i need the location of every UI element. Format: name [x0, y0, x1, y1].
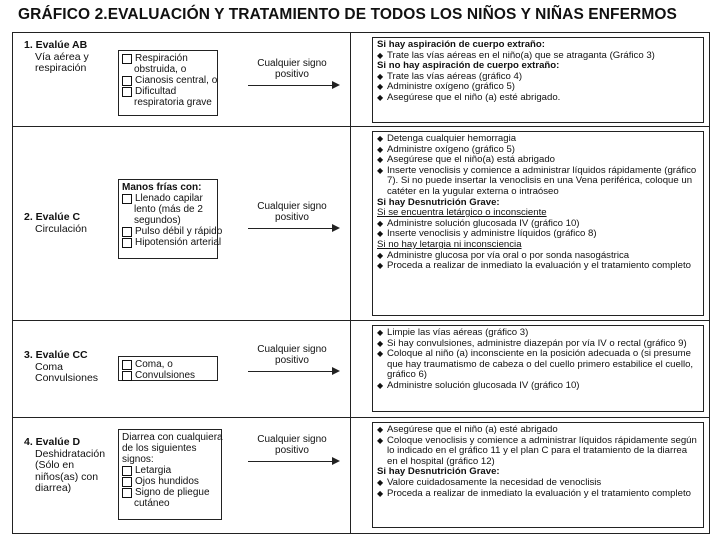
- arrow-label: Cualquier signo positivo: [257, 58, 327, 80]
- action-header: Si no hay aspiración de cuerpo extraño:: [377, 60, 560, 72]
- step-subtitle: Deshidratación: [35, 447, 106, 460]
- step-title: 4. Evalúe D: [24, 436, 81, 448]
- sign-label: Coma, o: [135, 359, 173, 370]
- arrow-label: Cualquier signo positivo: [257, 344, 327, 366]
- diamond-bullet-icon: ◆: [377, 328, 384, 337]
- checkbox[interactable]: [122, 488, 132, 498]
- checkbox[interactable]: [122, 360, 132, 370]
- sign-text: [122, 432, 223, 443]
- arrow-label: Cualquier signo positivo: [257, 434, 327, 456]
- action-item: [377, 381, 699, 392]
- step-subtitle: Convulsiones: [35, 372, 99, 384]
- step-label: [24, 40, 89, 75]
- action-text: Si hay convulsiones, administre diazepán por vía IV o rectal (gráfico 9): [387, 337, 687, 349]
- action-item: [377, 425, 699, 436]
- signs-title: Manos frías con:: [122, 182, 202, 193]
- arrow-right-icon: [332, 224, 340, 232]
- step-subtitle: niños(as) con: [35, 470, 99, 483]
- signs-box: [118, 429, 222, 520]
- diamond-bullet-icon: ◆: [377, 338, 384, 348]
- action-item: [377, 166, 699, 198]
- arrow-line: [248, 371, 334, 372]
- signs-box: [118, 50, 218, 116]
- diamond-bullet-icon: ◆: [377, 229, 384, 239]
- step-subtitle: respiración: [35, 62, 87, 74]
- diamond-bullet-icon: ◆: [377, 349, 384, 359]
- sign-text: [122, 454, 218, 465]
- arrow-line: [248, 85, 334, 86]
- sign-checkbox-item[interactable]: [122, 237, 222, 248]
- action-header: Si hay aspiración de cuerpo extraño:: [377, 39, 545, 50]
- step-title: 2. Evalúe C: [24, 211, 81, 223]
- sign-label: Dificultad: [135, 86, 177, 97]
- action-text: Limpie las vías aéreas (gráfico 3): [387, 327, 529, 338]
- sign-label: Ojos hundidos: [135, 476, 199, 487]
- checkbox[interactable]: [122, 371, 132, 381]
- action-item: [377, 93, 699, 104]
- sign-checkbox-item[interactable]: [122, 86, 214, 97]
- step-label: [24, 437, 105, 495]
- action-item: [377, 328, 699, 339]
- action-text: Asegúrese que el niño(a) está abrigado: [387, 154, 556, 166]
- step-subtitle: Vía aérea y: [35, 50, 89, 63]
- sign-label: cutáneo: [134, 498, 170, 509]
- action-header: Si hay Desnutrición Grave:: [377, 196, 500, 208]
- row-divider: [12, 417, 710, 418]
- arrow-right-icon: [332, 81, 340, 89]
- sign-label: Cianosis central, o: [135, 75, 218, 86]
- sign-label: Hipotensión arterial: [135, 237, 222, 248]
- step-subtitle: (Sólo en: [35, 459, 75, 471]
- diamond-bullet-icon: ◆: [377, 380, 384, 390]
- column-divider: [350, 32, 351, 534]
- sign-text: [122, 204, 214, 215]
- actions-box: [372, 37, 704, 123]
- arrow-line: [248, 461, 334, 462]
- checkbox[interactable]: [122, 466, 132, 476]
- sign-label: segundos): [134, 215, 181, 226]
- diamond-bullet-icon: ◆: [377, 218, 384, 228]
- action-text: Trate las vías aéreas (gráfico 4): [387, 70, 523, 82]
- sign-checkbox-item[interactable]: [122, 226, 223, 237]
- action-text: Administre oxígeno (gráfico 5): [387, 143, 515, 155]
- diamond-bullet-icon: ◆: [377, 477, 384, 487]
- diamond-bullet-icon: ◆: [377, 425, 384, 434]
- signs-box: [118, 356, 218, 381]
- step-title: 1. Evalúe AB: [24, 39, 88, 51]
- diamond-bullet-icon: ◆: [377, 435, 384, 445]
- step-label: [24, 212, 87, 235]
- checkbox[interactable]: [122, 227, 132, 237]
- sign-label: signos:: [122, 454, 154, 465]
- sign-text: [122, 215, 214, 226]
- sign-checkbox-item[interactable]: [122, 75, 218, 86]
- diamond-bullet-icon: ◆: [377, 92, 384, 102]
- action-text: Coloque venoclisis y comience a administrar líquidos rápidamente según lo indicado en el gráfico 11 y el plan C para el tratamiento de la diarrea en el hospital (gráfico 12): [387, 434, 697, 467]
- diamond-bullet-icon: ◆: [377, 250, 384, 260]
- step-subtitle: diarrea): [35, 482, 72, 494]
- action-item: [377, 436, 699, 468]
- checkbox[interactable]: [122, 238, 132, 248]
- sign-text: [122, 443, 218, 454]
- arrow-label: Cualquier signo positivo: [257, 201, 327, 223]
- sign-checkbox-item[interactable]: [122, 53, 214, 64]
- diamond-bullet-icon: ◆: [377, 261, 384, 271]
- actions-box: [372, 422, 704, 528]
- step-label: [24, 350, 98, 385]
- action-text: Administre solución glucosada IV (gráfico 10): [387, 217, 580, 229]
- action-text: Administre solución glucosada IV (gráfico 10): [387, 379, 580, 391]
- action-text: Asegúrese que el niño (a) esté abrigado: [387, 424, 558, 435]
- arrow-right-icon: [332, 457, 340, 465]
- sign-checkbox-item[interactable]: [122, 193, 214, 204]
- sign-label: Pulso débil y rápido: [135, 226, 223, 237]
- diamond-bullet-icon: ◆: [377, 71, 384, 81]
- checkbox[interactable]: [122, 54, 132, 64]
- checkbox[interactable]: [122, 194, 132, 204]
- diamond-bullet-icon: ◆: [377, 82, 384, 92]
- sign-label: obstruida, o: [134, 64, 187, 75]
- action-item: [377, 349, 699, 381]
- sign-checkbox-item[interactable]: [122, 487, 218, 498]
- action-text: Inserte venoclisis y administre líquidos (gráfico 8): [387, 228, 597, 240]
- checkbox[interactable]: [122, 477, 132, 487]
- sign-label: Letargia: [135, 465, 172, 476]
- arrow-line: [248, 228, 334, 229]
- sign-checkbox-item[interactable]: [122, 465, 218, 476]
- row-divider: [12, 126, 710, 127]
- step-title: 3. Evalúe CC: [24, 349, 88, 361]
- action-header: Si se encuentra letárgico o inconsciente: [377, 207, 547, 219]
- sign-text: [122, 498, 218, 509]
- action-header: Si hay Desnutrición Grave:: [377, 466, 500, 478]
- action-item: [377, 134, 699, 145]
- sign-label: Respiración: [135, 53, 188, 64]
- sign-label: Convulsiones: [135, 370, 196, 381]
- sign-text: [122, 97, 214, 108]
- page-title: GRÁFICO 2.EVALUACIÓN Y TRATAMIENTO DE TODOS LOS NIÑOS Y NIÑAS ENFERMOS: [18, 6, 677, 23]
- sign-label: respiratoria grave: [134, 97, 212, 108]
- sign-label: lento (más de 2: [134, 204, 203, 215]
- sign-checkbox-item[interactable]: [122, 370, 214, 381]
- diamond-bullet-icon: ◆: [377, 155, 384, 165]
- sign-text: [122, 64, 214, 75]
- action-text: Detenga cualquier hemorragia: [387, 133, 517, 144]
- action-text: Asegúrese que el niño (a) esté abrigado.: [387, 91, 561, 103]
- checkbox[interactable]: [122, 76, 132, 86]
- sign-checkbox-item[interactable]: [122, 359, 214, 370]
- sign-label: Signo de pliegue: [135, 487, 210, 498]
- diamond-bullet-icon: ◆: [377, 488, 384, 498]
- step-subtitle: Circulación: [35, 222, 87, 235]
- diamond-bullet-icon: ◆: [377, 134, 384, 143]
- action-item: [377, 478, 699, 489]
- action-text: Proceda a realizar de inmediato la evaluación y el tratamiento completo: [387, 260, 691, 272]
- sign-label: Diarrea con cualquiera: [122, 432, 223, 443]
- action-text: Valore cuidadosamente la necesidad de venoclisis: [387, 476, 602, 488]
- action-text: Administre oxígeno (gráfico 5): [387, 81, 515, 93]
- action-text: Trate las vías aéreas en el niño(a) que se atraganta (Gráfico 3): [387, 49, 655, 61]
- actions-box: [372, 131, 704, 316]
- action-item: [377, 261, 699, 272]
- step-subtitle: Coma: [35, 360, 64, 373]
- signs-box: [118, 179, 223, 259]
- action-item: [377, 489, 699, 500]
- sign-label: de los siguientes: [122, 443, 197, 454]
- action-text: Inserte venoclisis y comience a administrar líquidos rápidamente (gráfico 7). Si no puede insertar la venoclisis en una Vena periférica, coloque un catéter en la yugular externa o intraóseo: [387, 164, 697, 197]
- action-header: Si no hay letargia ni inconsciencia: [377, 238, 522, 250]
- diamond-bullet-icon: ◆: [377, 50, 384, 60]
- action-text: Proceda a realizar de inmediato la evaluación y el tratamiento completo: [387, 487, 691, 499]
- diamond-bullet-icon: ◆: [377, 165, 384, 175]
- sign-checkbox-item[interactable]: [122, 476, 218, 487]
- row-divider: [12, 320, 710, 321]
- actions-box: [372, 325, 704, 412]
- action-text: Administre glucosa por vía oral o por sonda nasogástrica: [387, 249, 630, 261]
- arrow-right-icon: [332, 367, 340, 375]
- action-text: Coloque al niño (a) inconsciente en la posición adecuada o (si presume que hay traumatismo de cabeza o del cuello primero estabilice el cuello, gráfico 6): [387, 348, 694, 381]
- checkbox[interactable]: [122, 87, 132, 97]
- sign-label: Llenado capilar: [135, 193, 203, 204]
- diamond-bullet-icon: ◆: [377, 144, 384, 154]
